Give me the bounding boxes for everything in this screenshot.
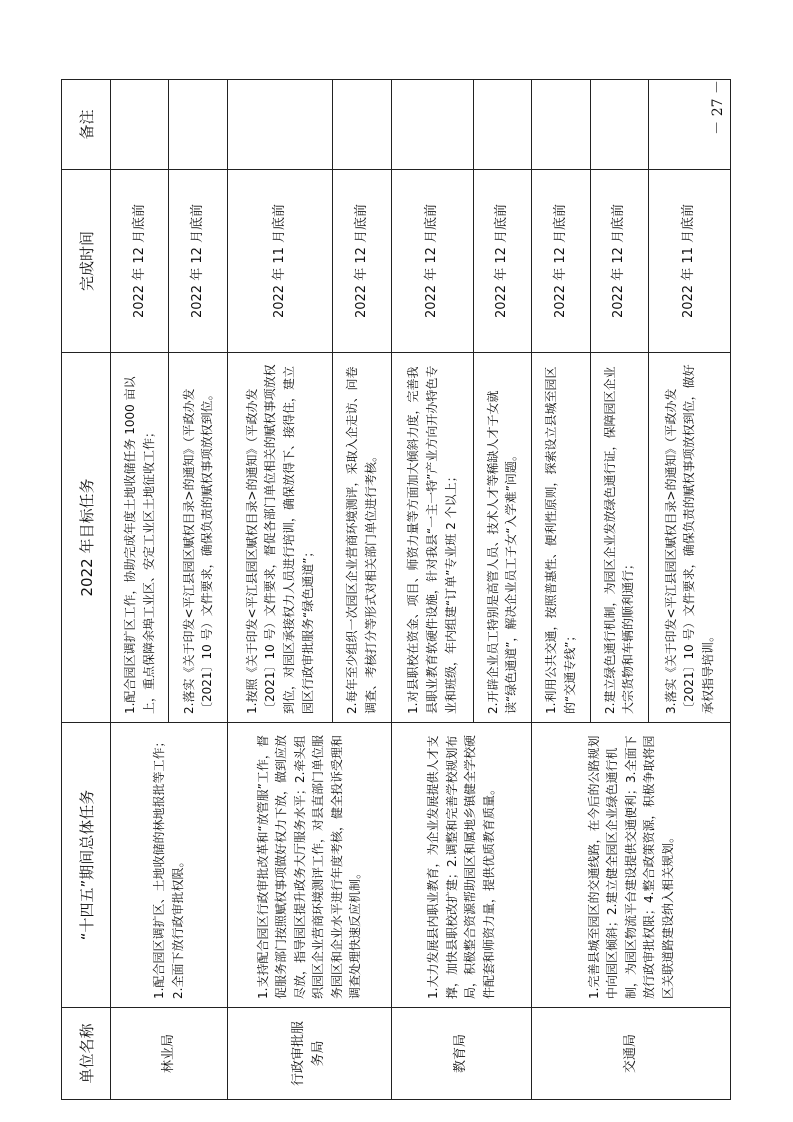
note (590, 80, 648, 170)
note (111, 80, 169, 170)
header-deadline: 完成时间 (62, 170, 111, 353)
task-2022: 3.落实《关于印发<平江县园区赋权目录>的通知》（平政办发〔2021〕10 号）文件要求，确保负责的赋权事项放权到位，做好承权指导培训。 (648, 353, 730, 723)
unit-name: 行政审批服务局 (227, 1008, 391, 1100)
deadline: 2022 年 11 月底前 (227, 170, 332, 353)
note (227, 80, 332, 170)
deadline: 2022 年 12 月底前 (333, 170, 391, 353)
table-row (391, 80, 473, 1100)
rotated-table-sheet (61, 80, 731, 1100)
deadline: 2022 年 12 月底前 (391, 170, 473, 353)
table-row (111, 80, 169, 1100)
task-2022: 1.利用公共交通，按照普惠性、便利性原则，探索设立县城至园区的“交通专线”； (532, 353, 590, 723)
deadline: 2022 年 11 月底前 (648, 170, 730, 353)
deadline: 2022 年 12 月底前 (169, 170, 227, 353)
task-2022: 1.按照《关于印发<平江县园区赋权目录>的通知》（平政办发〔2021〕10 号）文件要求，督促各部门单位相关的赋权事项放权到位，对园区承接权力人员进行培训，确保放得下、接得住，建立园区行政审批服务“绿色通道”； (227, 353, 332, 723)
deadline: 2022 年 12 月底前 (111, 170, 169, 353)
overall-task: 1.完善县城至园区的交通线路，在今后的公路规划中向园区倾斜；2.建立健全园区企业绿色通行机制，为园区物流平台建设提供交通便利；3.全面下放行政审批权限；4.整合政策资源，积极争取将园区关联道路建设纳入相关规划。 (532, 723, 731, 1008)
header-unit: 单位名称 (62, 1008, 111, 1100)
header-note: 备注 (62, 80, 111, 170)
task-2022: 2.落实《关于印发<平江县园区赋权目录>的通知》（平政办发〔2021〕10 号）文件要求，确保负责的赋权事项放权到位。 (169, 353, 227, 723)
overall-task: 1.支持配合园区行政审批改革和“放管服”工作，督促服务部门按照赋权事项做好权力下放，做到应放尽放，指导园区提升政务大厅服务水平；2.牵头组织园区企业营商环境测评工作，对县直部门单位服务园区和企业水平进行年度考核，健全投诉受理和调查处理快速反应机制。 (227, 723, 391, 1008)
task-2022: 2.建立绿色通行机制，为园区企业发放绿色通行证，保障园区企业大宗货物和车辆的顺利通行； (590, 353, 648, 723)
unit-name: 林业局 (111, 1008, 228, 1100)
deadline: 2022 年 12 月底前 (590, 170, 648, 353)
task-table (61, 79, 731, 1100)
note (391, 80, 473, 170)
note (169, 80, 227, 170)
overall-task: 1.大力发展县内职业教育，为企业发展提供人才支撑，加快县职校改扩建；2.调整和完善学校规划布局，积极整合资源帮助园区和属地乡镇健全学校硬件配套和师资力量，提供优质教育质量。 (391, 723, 531, 1008)
task-2022: 2.每年至少组织一次园区企业营商环境测评，采取入企走访、问卷调查、考核打分等形式对相关部门单位进行考核。 (333, 353, 391, 723)
unit-name: 交通局 (532, 1008, 731, 1100)
task-2022: 2.开辟企业员工特别是高管人员、技术人才等稀缺人才子女就读“绿色通道”，解决企业员工子女“入学难”问题。 (473, 353, 531, 723)
header-row (62, 80, 111, 1100)
deadline: 2022 年 12 月底前 (532, 170, 590, 353)
page-number: － 27 － (710, 80, 726, 135)
unit-name: 教育局 (391, 1008, 531, 1100)
table-row (227, 80, 332, 1100)
deadline: 2022 年 12 月底前 (473, 170, 531, 353)
header-five-year-tasks: “十四五”期间总体任务 (62, 723, 111, 1008)
overall-task: 1.配合园区调扩区、土地收储的林地报批等工作；2.全面下放行政审批权限。 (111, 723, 228, 1008)
table-row (532, 80, 590, 1100)
header-2022-tasks: 2022 年目标任务 (62, 353, 111, 723)
note (532, 80, 590, 170)
task-2022: 1.配合园区调扩区工作，协助完成年度土地收储任务 1000 亩以上，重点保障余埠工业区、安定工业区土地征收工作； (111, 353, 169, 723)
task-2022: 1.对县职校在资金、项目、师资力量等方面加大倾斜力度，完善我县职业教育软硬件设施，针对我县“一主一特”产业方向开办特色专业和班级，年内组建“订单”专业班 2 个以上； (391, 353, 473, 723)
note (473, 80, 531, 170)
note (333, 80, 391, 170)
